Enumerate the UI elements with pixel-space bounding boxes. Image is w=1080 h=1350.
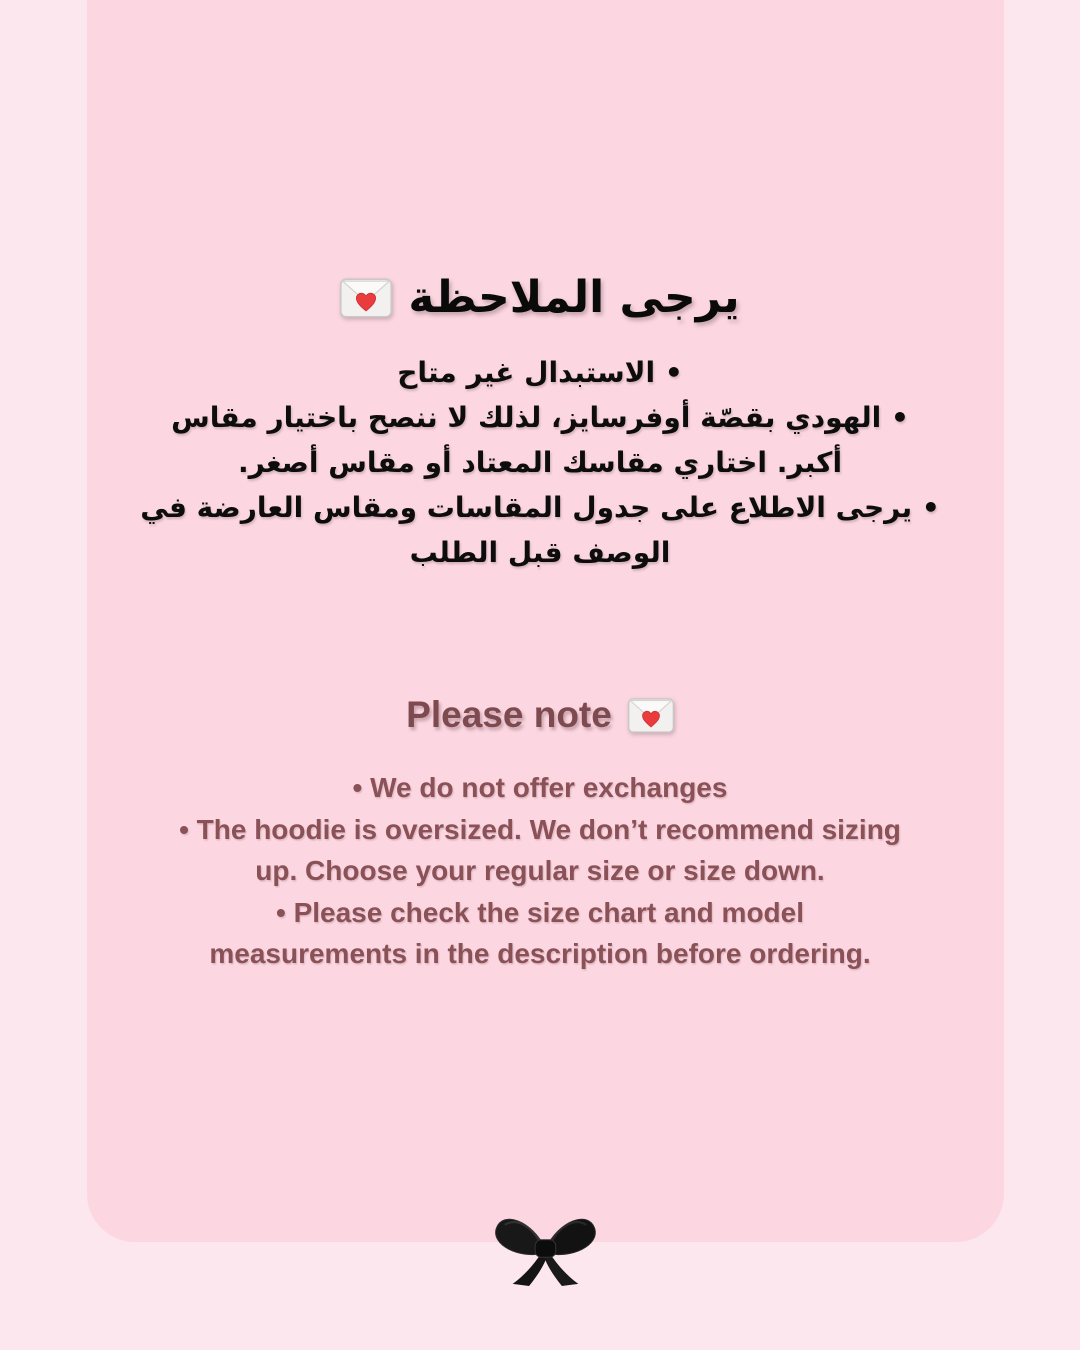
arabic-title-row <box>0 272 1080 323</box>
english-note-body <box>90 767 990 975</box>
arabic-note-line: • الهودي بقصّة أوفرسايز، لذلك لا ننصح باختيار مقاس <box>171 401 909 434</box>
english-note-line: • Please check the size chart and model <box>275 896 805 928</box>
arabic-note-title: يرجى الملاحظة <box>408 272 740 323</box>
arabic-note-line: الوصف قبل الطلب <box>409 536 671 569</box>
english-note-line: • We do not offer exchanges <box>352 772 728 803</box>
english-note-title: Please note <box>406 694 612 735</box>
black-ribbon-bow-icon <box>487 1208 605 1288</box>
english-note-line: measurements in the description before ordering. <box>209 938 871 969</box>
arabic-note-body <box>110 350 970 575</box>
love-letter-icon <box>340 278 392 318</box>
note-card <box>87 0 1004 1242</box>
english-title-row <box>0 694 1080 736</box>
english-note-line: up. Choose your regular size or size down. <box>255 855 825 886</box>
arabic-note-line: • الاستبدال غير متاح <box>397 356 683 389</box>
love-letter-icon <box>628 698 674 733</box>
english-note-line: • The hoodie is oversized. We don’t recommend sizing <box>179 813 901 845</box>
arabic-note-line: • يرجى الاطلاع على جدول المقاسات ومقاس العارضة في <box>140 491 940 524</box>
arabic-note-line: أكبر. اختاري مقاسك المعتاد أو مقاس أصغر. <box>237 446 843 479</box>
